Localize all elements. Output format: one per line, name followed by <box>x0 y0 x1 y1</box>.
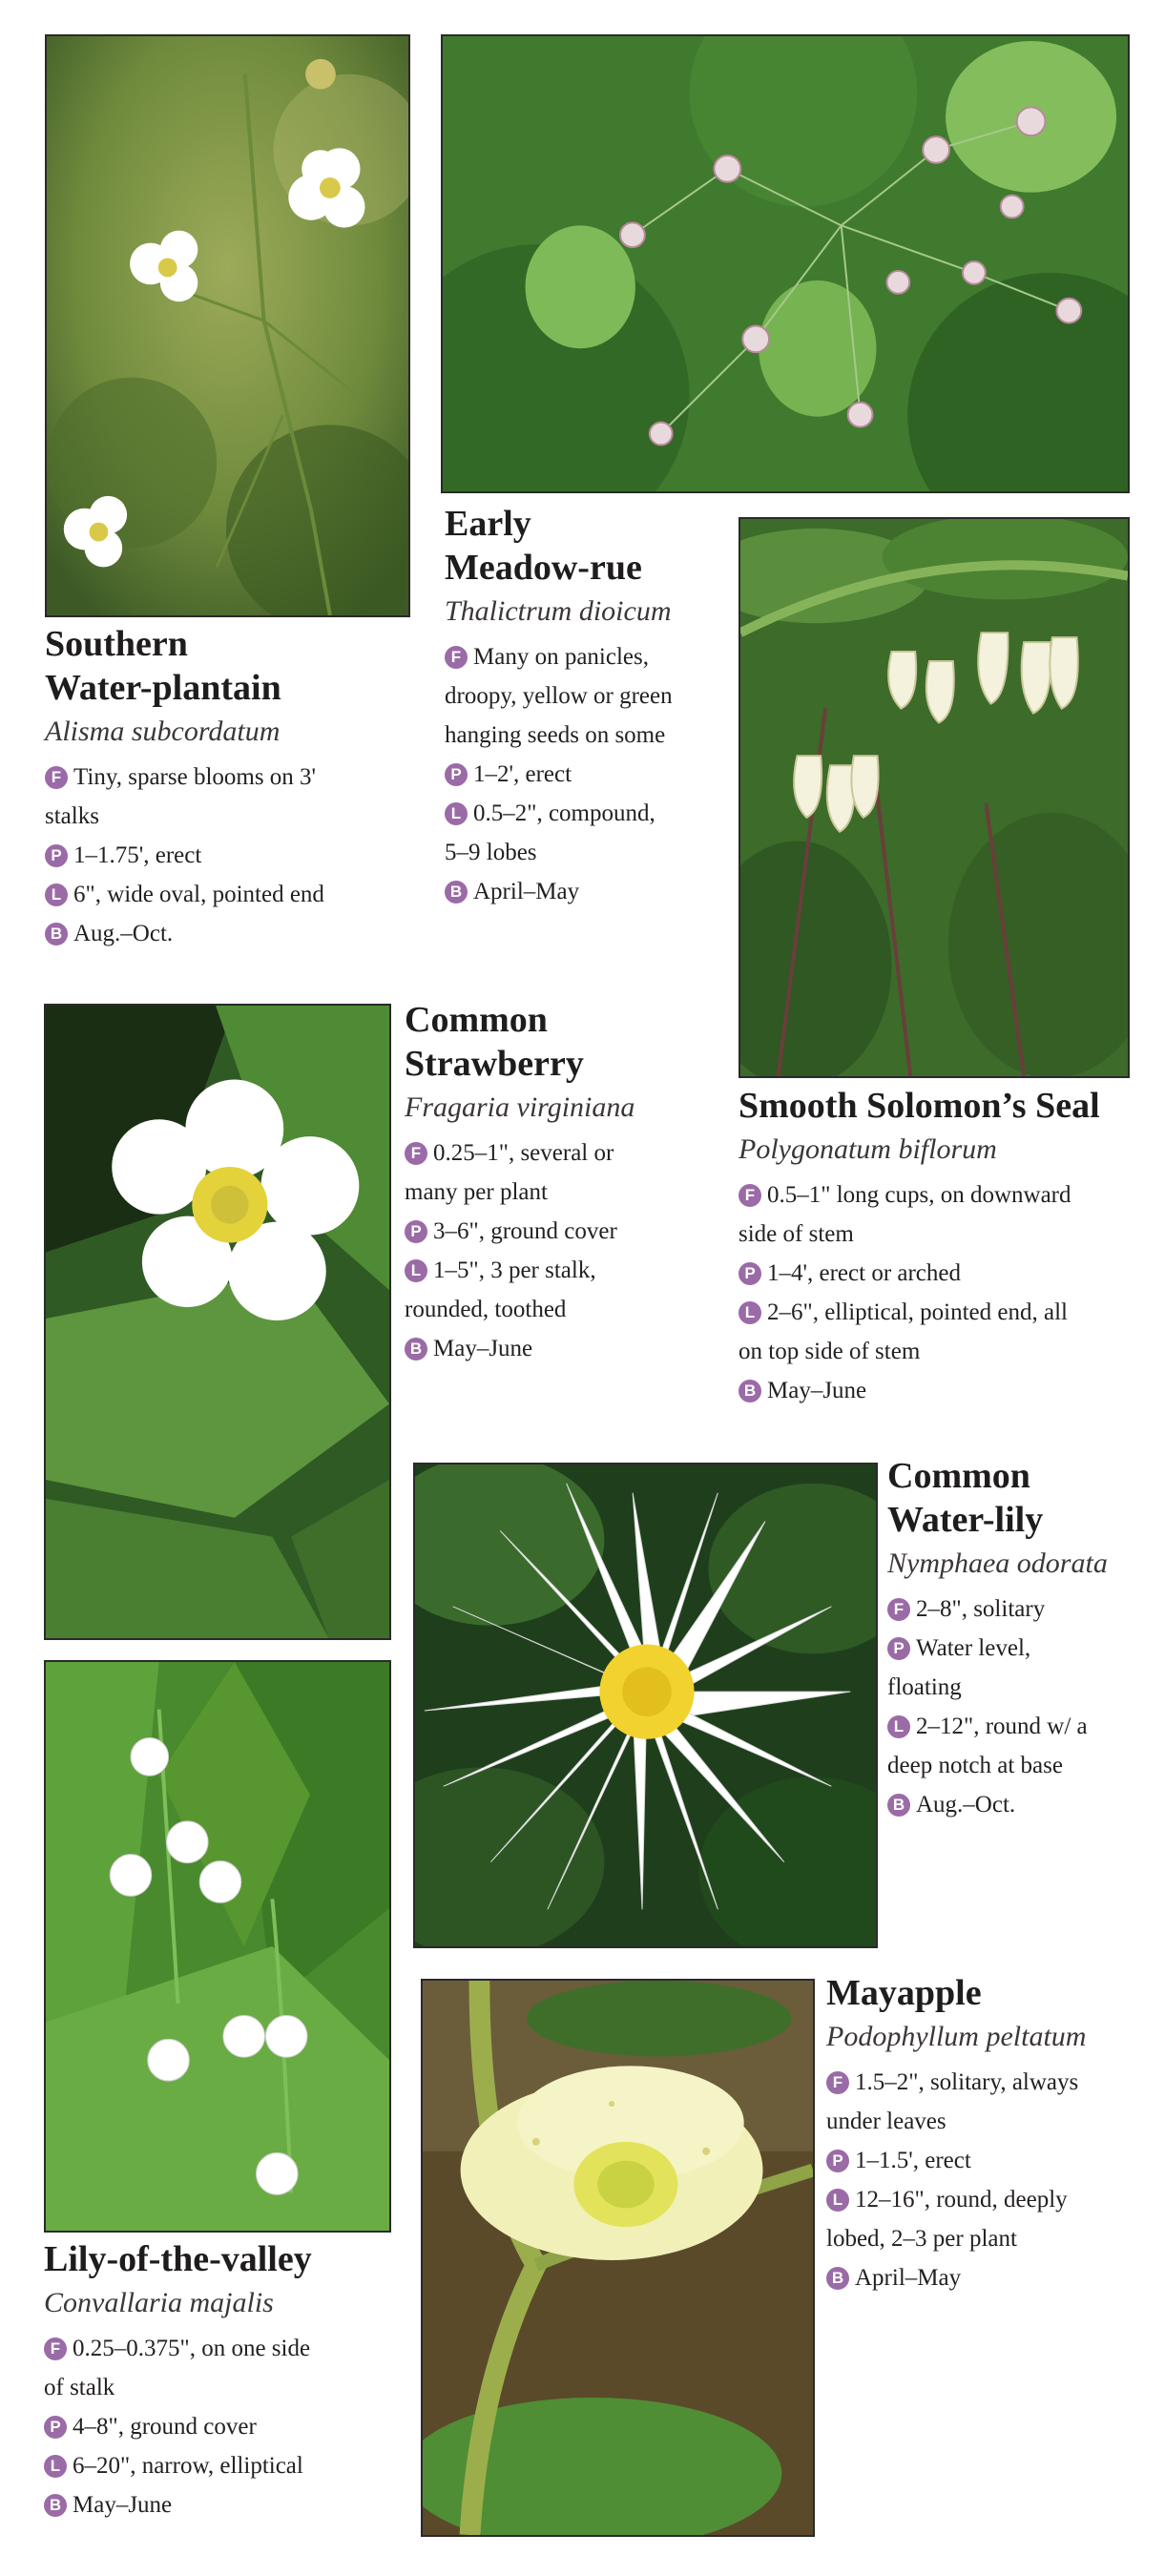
flower-info-cont: under leaves <box>826 2109 947 2134</box>
plant-badge-icon: P <box>739 1262 761 1285</box>
leaf-info-cont: deep notch at base <box>887 1753 1063 1778</box>
leaf-badge-icon: L <box>445 802 468 825</box>
plant-badge-icon: P <box>45 844 68 867</box>
plant-info: P 1–4', erect or arched <box>739 1254 1139 1293</box>
plant-name: Common Water-lily <box>887 1456 1044 1540</box>
scientific-name: Convallaria majalis <box>44 2287 274 2318</box>
plant-badge-icon: P <box>44 2416 67 2439</box>
flower-badge-icon: F <box>826 2071 849 2094</box>
bloom-info: B Aug.–Oct. <box>45 914 426 953</box>
lily-of-the-valley-entry <box>44 2237 416 2524</box>
leaf-info: L 2–12", round w/ a <box>887 1707 1155 1746</box>
flower-info: F Tiny, sparse blooms on 3' <box>45 758 426 797</box>
scientific-name: Thalictrum dioicum <box>445 595 672 627</box>
leaf-info-cont: 5–9 lobes <box>445 840 537 865</box>
plant-info: P 1–1.75', erect <box>45 836 426 875</box>
flower-info-cont: side of stem <box>739 1221 854 1247</box>
solomons-seal-entry <box>739 1084 1139 1410</box>
plant-name: Early Meadow-rue <box>445 504 642 588</box>
flower-info: F 0.25–0.375", on one side <box>44 2329 416 2368</box>
leaf-badge-icon: L <box>826 2189 849 2212</box>
water-lily-photo <box>413 1463 878 1948</box>
meadow-rue-entry <box>445 502 731 911</box>
plant-name: Lily-of-the-valley <box>44 2239 312 2279</box>
solomons-seal-photo <box>739 517 1130 1078</box>
water-plantain-photo <box>45 34 410 617</box>
water-plantain-entry <box>45 622 426 953</box>
flower-badge-icon: F <box>45 766 68 789</box>
scientific-name: Polygonatum biflorum <box>739 1133 997 1165</box>
bloom-badge-icon: B <box>445 881 468 904</box>
flower-info-cont: hanging seeds on some <box>445 722 666 748</box>
plant-badge-icon: P <box>405 1220 427 1243</box>
plant-badge-icon: P <box>826 2150 849 2172</box>
leaf-badge-icon: L <box>739 1301 761 1324</box>
leaf-info: L 0.5–2", compound, <box>445 794 731 833</box>
flower-badge-icon: F <box>44 2337 67 2360</box>
water-lily-entry <box>887 1454 1155 1824</box>
scientific-name: Nymphaea odorata <box>887 1548 1108 1579</box>
plant-info: P 1–2', erect <box>445 755 731 794</box>
bloom-badge-icon: B <box>44 2494 67 2517</box>
strawberry-photo <box>44 1004 391 1640</box>
plant-badge-icon: P <box>445 763 468 786</box>
plant-info: P Water level, <box>887 1629 1155 1668</box>
flower-info-cont: of stalk <box>44 2375 115 2400</box>
plant-info: P 3–6", ground cover <box>405 1212 710 1251</box>
leaf-info-cont: lobed, 2–3 per plant <box>826 2226 1017 2252</box>
strawberry-entry <box>405 998 710 1368</box>
scientific-name: Fragaria virginiana <box>405 1091 635 1123</box>
bloom-info: B April–May <box>826 2258 1151 2297</box>
plant-name: Common Strawberry <box>405 1000 584 1084</box>
leaf-info: L 6–20", narrow, elliptical <box>44 2446 416 2485</box>
bloom-info: B April–May <box>445 872 731 911</box>
flower-info: F 0.25–1", several or <box>405 1133 710 1173</box>
plant-name: Smooth Solomon’s Seal <box>739 1086 1100 1126</box>
leaf-info-cont: on top side of stem <box>739 1339 921 1364</box>
bloom-badge-icon: B <box>405 1338 427 1361</box>
scientific-name: Podophyllum peltatum <box>826 2021 1087 2052</box>
flower-badge-icon: F <box>887 1598 910 1621</box>
flower-info: F Many on panicles, <box>445 637 731 676</box>
flower-info: F 1.5–2", solitary, always <box>826 2063 1151 2102</box>
meadow-rue-photo <box>441 34 1130 493</box>
leaf-badge-icon: L <box>887 1715 910 1738</box>
plant-badge-icon: P <box>887 1637 910 1660</box>
mayapple-entry <box>826 1971 1151 2297</box>
plant-name: Mayapple <box>826 1973 982 2013</box>
bloom-badge-icon: B <box>45 923 68 945</box>
plant-info: P 4–8", ground cover <box>44 2407 416 2446</box>
flower-info: F 0.5–1" long cups, on downward <box>739 1175 1139 1215</box>
flower-badge-icon: F <box>445 646 468 669</box>
bloom-badge-icon: B <box>739 1380 761 1402</box>
leaf-badge-icon: L <box>44 2455 67 2478</box>
scientific-name: Alisma subcordatum <box>45 716 281 747</box>
leaf-badge-icon: L <box>405 1259 427 1282</box>
bloom-badge-icon: B <box>826 2267 849 2290</box>
plant-info: P 1–1.5', erect <box>826 2141 1151 2180</box>
plant-info-cont: floating <box>887 1674 962 1700</box>
flower-info-cont: stalks <box>45 803 99 829</box>
leaf-info: L 6", wide oval, pointed end <box>45 875 426 914</box>
leaf-info: L 2–6", elliptical, pointed end, all <box>739 1293 1139 1332</box>
leaf-badge-icon: L <box>45 883 68 906</box>
flower-badge-icon: F <box>739 1184 761 1207</box>
flower-info-cont: many per plant <box>405 1179 548 1205</box>
flower-info: F 2–8", solitary <box>887 1589 1155 1629</box>
bloom-info: B Aug.–Oct. <box>887 1785 1155 1824</box>
bloom-info: B May–June <box>405 1329 710 1368</box>
bloom-info: B May–June <box>44 2485 416 2524</box>
flower-badge-icon: F <box>405 1142 427 1165</box>
bloom-badge-icon: B <box>887 1794 910 1817</box>
lily-of-the-valley-photo <box>44 1660 391 2233</box>
flower-info-cont: droopy, yellow or green <box>445 683 673 709</box>
leaf-info: L 12–16", round, deeply <box>826 2180 1151 2219</box>
leaf-info: L 1–5", 3 per stalk, <box>405 1251 710 1290</box>
bloom-info: B May–June <box>739 1371 1139 1410</box>
leaf-info-cont: rounded, toothed <box>405 1297 567 1322</box>
mayapple-photo <box>421 1979 815 2537</box>
plant-name: Southern Water-plantain <box>45 624 281 708</box>
